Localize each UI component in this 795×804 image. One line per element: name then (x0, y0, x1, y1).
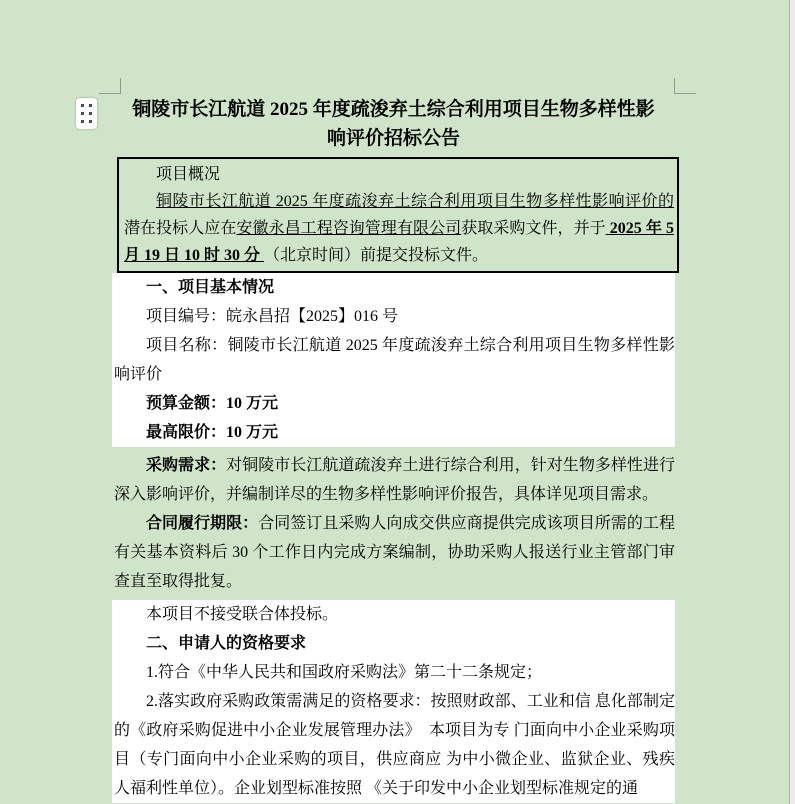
paragraph (112, 302, 675, 331)
paragraph (112, 629, 675, 658)
text-run: 潜在投标人应在 (124, 220, 237, 237)
section-basic-info (112, 273, 675, 447)
overview-paragraph (122, 188, 674, 269)
page-title: 铜陵市长江航道 2025 年度疏浚弃土综合利用项目生物多样性影响评价招标公告 (132, 99, 655, 149)
text-run: 对铜陵市长江航道疏浚弃土进行综合利用，针对生物多样性进行深入影响评价，并编制详尽的生物多样性影响评价报告，具体详见项目需求。 (114, 457, 675, 503)
paragraph (112, 273, 675, 302)
text-run: 2025 年 5 月 19 日 10 时 30 分 (124, 220, 674, 264)
text-run: 二、申请人的资格要求 (146, 635, 307, 652)
text-run: 获取采购文件，并于 (461, 220, 606, 237)
paragraph (112, 600, 675, 629)
overview-heading: 项目概况 (156, 166, 221, 183)
paragraph (112, 389, 675, 418)
project-overview-box (117, 157, 679, 273)
paragraph (112, 418, 675, 447)
text-run: 本项目不接受联合体投标。 (146, 606, 339, 623)
text-run: 安徽永昌工程咨询管理有限公司 (236, 220, 462, 237)
text-boundary-mark-top-left-icon (99, 78, 121, 94)
section-procurement-demand (112, 447, 675, 600)
window-edge-strip (790, 0, 795, 804)
paragraph (112, 451, 675, 509)
text-run: 一、项目基本情况 (146, 279, 275, 296)
paragraph (112, 331, 675, 389)
section-applicant-qualification (112, 600, 675, 803)
document-content (112, 95, 675, 803)
text-run: 预算金额：10 万元 (146, 395, 279, 412)
paragraph (112, 509, 675, 596)
paragraph (112, 658, 675, 687)
paragraph (112, 687, 675, 803)
text-run: 最高限价：10 万元 (146, 424, 279, 441)
text-run: 合同签订且采购人向成交供应商提供完成该项目所需的工程有关基本资料后 30 个工作日内完成方案编制，协助采购人报送行业主管部门审查直至取得批复。 (114, 515, 675, 590)
text-run: 铜陵市长江航道 2025 年度疏浚弃土综合利用项目生物多样性影响评价的 (156, 193, 674, 210)
text-boundary-mark-top-right-icon (674, 78, 696, 94)
text-run: 采购需求： (146, 457, 227, 474)
text-run: 2.落实政府采购政策需满足的资格要求：按照财政部、工业和信 息化部制定的《政府采购促进中小企业发展管理办法》 本项目为专 门面向中小企业采购项目（专门面向中小企业采购的项目，供应商应 为中小微企业、监狱企业、残疾人福利性单位）。企业划型标准按照 《关于印发中小企业划型标准规定的通 (114, 693, 675, 797)
text-run: 项目编号：皖永昌招【2025】016 号 (146, 308, 399, 325)
drag-handle-icon[interactable] (76, 98, 97, 129)
text-run: （北京时间）前提交投标文件。 (264, 247, 489, 264)
text-run: 1.符合《中华人民共和国政府采购法》第二十二条规定； (146, 664, 543, 681)
text-run: 合同履行期限： (146, 515, 259, 532)
text-run: 项目名称：铜陵市长江航道 2025 年度疏浚弃土综合利用项目生物多样性影响评价 (114, 337, 675, 383)
